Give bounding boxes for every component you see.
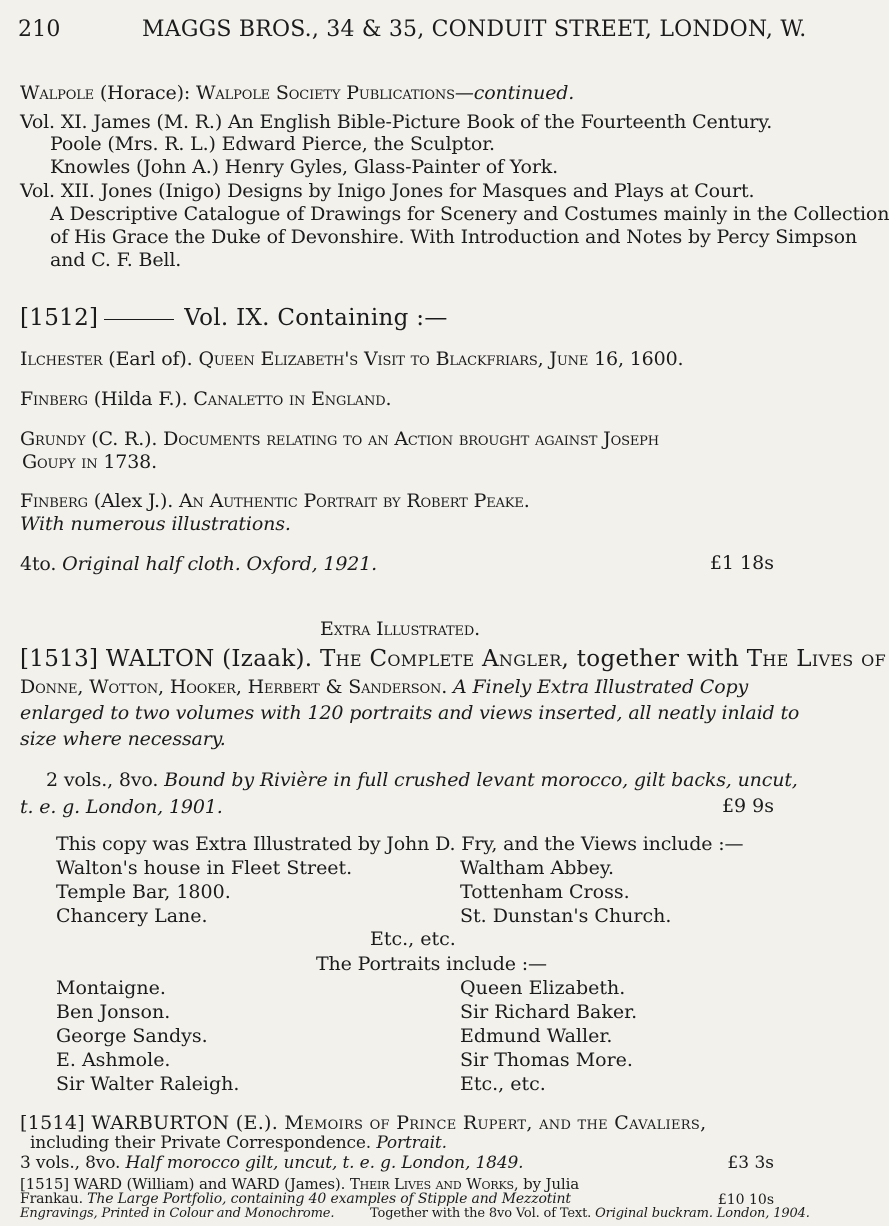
entry-1514-line: including their Private Correspondence. Portrait. [30, 1133, 447, 1153]
vol12-line: of His Grace the Duke of Devonshire. With Introduction and Notes by Percy Simpson [50, 226, 857, 248]
view-item: Etc., etc. [370, 928, 456, 950]
entry-number: [1515] [20, 1175, 69, 1193]
publisher-address: MAGGS BROS., 34 & 35, CONDUIT STREET, LONDON, W. [142, 17, 807, 42]
entry-1513-line: size where necessary. [20, 728, 226, 750]
vol11-line: Knowles (John A.) Henry Gyles, Glass-Painter of York. [50, 156, 559, 178]
view-item: Chancery Lane. [56, 905, 208, 927]
view-item: Tottenham Cross. [460, 881, 630, 903]
view-item: Walton's house in Fleet Street. [56, 857, 353, 879]
dash-rule [104, 319, 174, 320]
portrait-item: Queen Elizabeth. [460, 977, 626, 999]
entry-1513-line: Donne, Wotton, Hooker, Herbert & Sanderson. A Finely Extra Illustrated Copy [20, 676, 749, 698]
entry-number: [1513] [20, 646, 99, 672]
entry-1512-imprint: 4to. Original half cloth. Oxford, 1921. [20, 553, 378, 575]
portrait-item: Montaigne. [56, 977, 166, 999]
page-number: 210 [18, 17, 61, 42]
portrait-item: Sir Richard Baker. [460, 1001, 638, 1023]
running-header [0, 17, 807, 48]
author: WARBURTON [91, 1112, 230, 1134]
vol12-line: Vol. XII. Jones (Inigo) Designs by Inigo Jones for Masques and Plays at Court. [20, 180, 755, 202]
entry-1515-line: Together with the 8vo Vol. of Text. Original buckram. London, 1904. [370, 1206, 810, 1221]
portrait-item: Ben Jonson. [56, 1001, 171, 1023]
entry-1512-item: Finberg (Alex J.). An Authentic Portrait by Robert Peake. [20, 490, 530, 512]
vol11-line: Vol. XI. James (M. R.) An English Bible-Picture Book of the Fourteenth Century. [20, 111, 773, 133]
portrait-item: Sir Walter Raleigh. [56, 1073, 240, 1095]
entry-1514-line: [1514] WARBURTON (E.). Memoirs of Prince Rupert, and the Cavaliers, [20, 1112, 707, 1134]
entry-1512-heading: [1512] Vol. IX. Containing :— [20, 305, 448, 331]
view-item: Waltham Abbey. [460, 857, 615, 879]
author: WALTON [105, 646, 215, 672]
entry-1513-line: [1513] WALTON (Izaak). The Complete Angler, together with The Lives of [20, 646, 886, 672]
view-item: Temple Bar, 1800. [56, 881, 231, 903]
portrait-item: George Sandys. [56, 1025, 208, 1047]
entry-1512-item: Goupy in 1738. [22, 451, 158, 473]
price: £10 10s [717, 1192, 774, 1208]
portrait-item: Etc., etc. [460, 1073, 546, 1095]
entry-1513-line: t. e. g. London, 1901. [20, 796, 223, 818]
walpole-heading: Walpole (Horace): Walpole Society Publications—continued. [20, 82, 575, 104]
price: £1 18s [709, 552, 774, 574]
price: £9 9s [721, 795, 774, 817]
entry-1512-item: Finberg (Hilda F.). Canaletto in England. [20, 388, 392, 410]
portrait-item: Sir Thomas More. [460, 1049, 633, 1071]
section-heading: Extra Illustrated. [320, 618, 480, 640]
entry-number: [1512] [20, 305, 99, 331]
author: WARD [73, 1175, 122, 1193]
entry-1515-line: Engravings, Printed in Colour and Monochrome. [20, 1206, 335, 1221]
entry-1514-line: 3 vols., 8vo. Half morocco gilt, uncut, t. e. g. London, 1849. [20, 1153, 524, 1173]
entry-1513-line: enlarged to two volumes with 120 portraits and views inserted, all neatly inlaid to [20, 702, 800, 724]
portraits-note: The Portraits include :— [316, 953, 547, 975]
price: £3 3s [727, 1153, 774, 1173]
entry-1515-line: [1515] WARD (William) and WARD (James). Their Lives and Works, by Julia [20, 1175, 580, 1193]
illustrations-note: With numerous illustrations. [20, 513, 291, 535]
vol11-line: Poole (Mrs. R. L.) Edward Pierce, the Sculptor. [50, 133, 495, 155]
vol12-line: A Descriptive Catalogue of Drawings for Scenery and Costumes mainly in the Collection [50, 203, 889, 225]
views-note: This copy was Extra Illustrated by John D. Fry, and the Views include :— [56, 833, 744, 855]
vol12-line: and C. F. Bell. [50, 249, 182, 271]
view-item: St. Dunstan's Church. [460, 905, 672, 927]
portrait-item: Edmund Waller. [460, 1025, 613, 1047]
entry-1512-item: Grundy (C. R.). Documents relating to an Action brought against Joseph [20, 428, 659, 450]
entry-number: [1514] [20, 1112, 85, 1134]
entry-1515-line: Frankau. The Large Portfolio, containing 40 examples of Stipple and Mezzotint [20, 1191, 571, 1207]
entry-1512-item: Ilchester (Earl of). Queen Elizabeth's Visit to Blackfriars, June 16, 1600. [20, 348, 684, 370]
entry-1513-line: 2 vols., 8vo. Bound by Rivière in full crushed levant morocco, gilt backs, uncut, [46, 769, 798, 791]
portrait-item: E. Ashmole. [56, 1049, 171, 1071]
